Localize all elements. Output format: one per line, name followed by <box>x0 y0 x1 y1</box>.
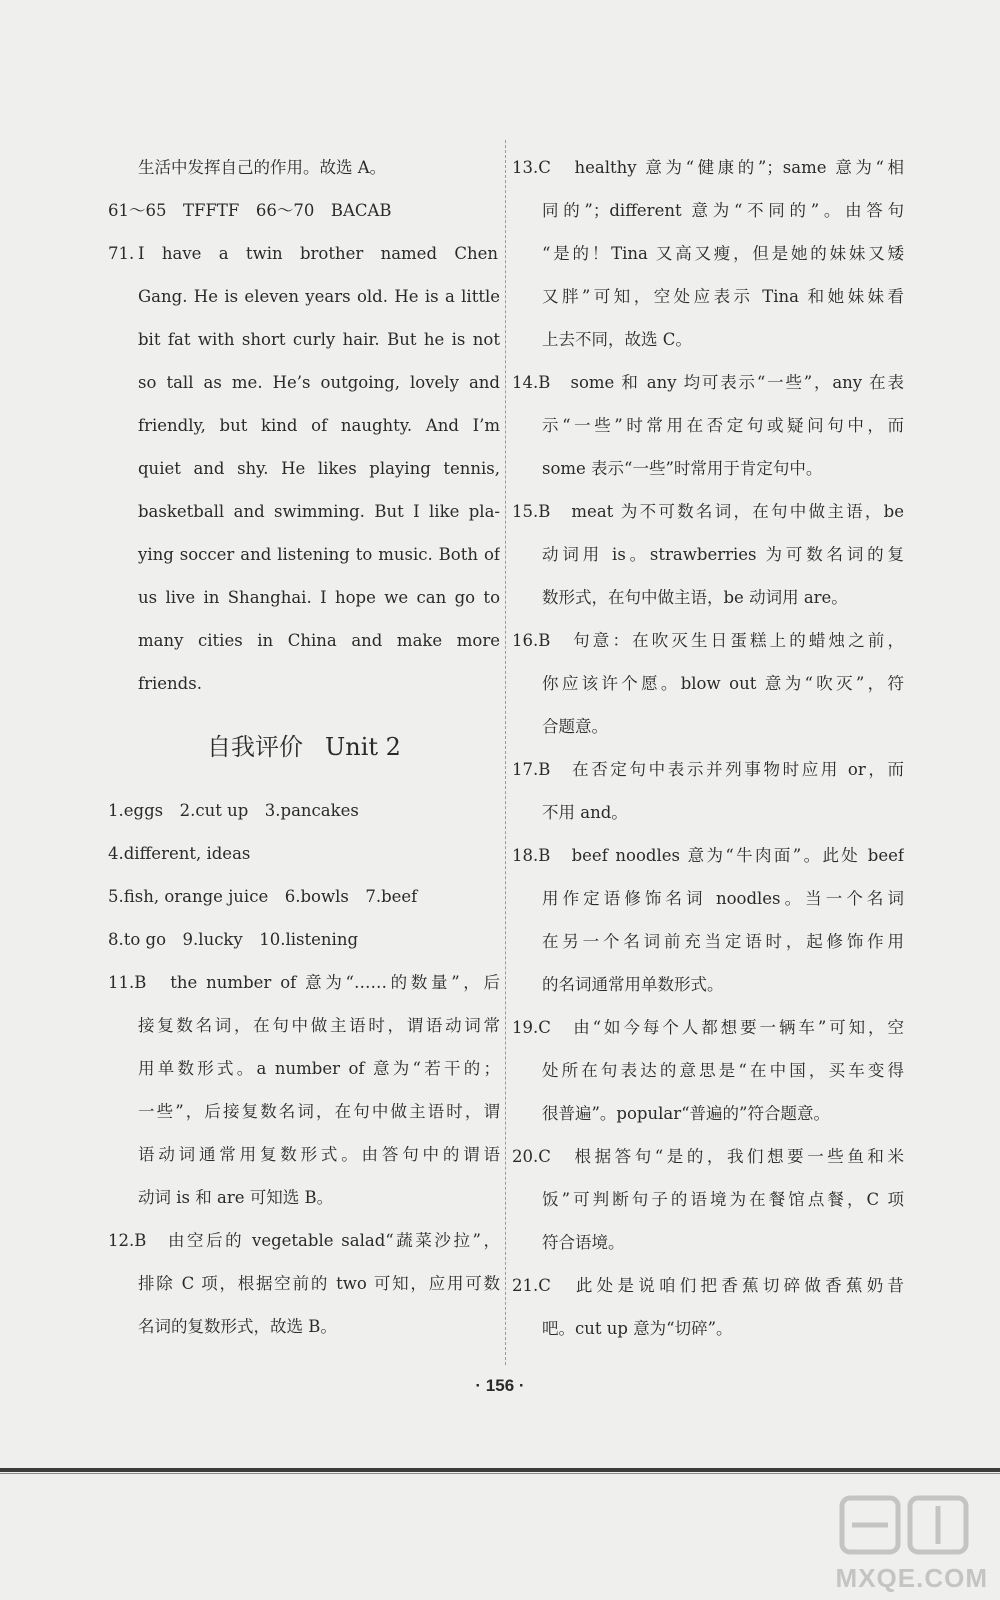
text-line: basketball and swimming. But I like pla- <box>138 502 500 521</box>
text-line: 16.B 句意：在吹灭生日蛋糕上的蜡烛之前， <box>512 631 904 650</box>
section-heading-cn: 自我评价 <box>207 733 304 761</box>
footer-rule <box>0 1468 1000 1472</box>
section-heading-en: Unit 2 <box>325 733 401 761</box>
text-line: 20.C 根据答句“是的，我们想要一些鱼和米 <box>512 1147 904 1166</box>
text-line: 4.different, ideas <box>108 844 251 863</box>
section-heading <box>108 705 500 789</box>
text-line: 17.B 在否定句中表示并列事物时应用 or，而 <box>512 760 904 779</box>
text-line: 19.C 由“如今每个人都想要一辆车”可知，空 <box>512 1018 904 1037</box>
text-line: 11.B the number of 意为“……的数量”，后 <box>108 973 500 992</box>
text-line: 上去不同，故选 C。 <box>542 330 692 349</box>
text-line: so tall as me. He’s outgoing, lovely and <box>138 373 500 392</box>
text-line: 示“一些”时常用在否定句或疑问句中，而 <box>542 416 904 435</box>
right-column <box>512 146 904 1350</box>
footer-rule-thin <box>0 1473 1000 1474</box>
text-line: 1.eggs 2.cut up 3.pancakes <box>108 801 359 820</box>
text-line: 13.C healthy 意为“健康的”；same 意为“相 <box>512 158 904 177</box>
text-line: 数形式，在句中做主语，be 动词用 are。 <box>542 588 848 607</box>
text-line: “是的！Tina 又高又瘦，但是她的妹妹又矮 <box>542 244 904 263</box>
text-line: friendly, but kind of naughty. And I’m <box>138 416 500 435</box>
item-text: I have a twin brother named Chen <box>138 244 498 263</box>
text-line: 符合语境。 <box>542 1233 625 1252</box>
text-line: 动词 is 和 are 可知选 B。 <box>138 1188 334 1207</box>
left-column <box>108 146 500 1348</box>
text-line: 生活中发挥自己的作用。故选 A。 <box>138 158 387 177</box>
text-line: quiet and shy. He likes playing tennis, <box>138 459 500 478</box>
text-line: ying soccer and listening to music. Both of <box>138 545 500 564</box>
text-line: many cities in China and make more <box>138 631 500 650</box>
text-line: 21.C 此处是说咱们把香蕉切碎做香蕉奶昔 <box>512 1276 904 1295</box>
text-line: 语动词通常用复数形式。由答句中的谓语 <box>138 1145 500 1164</box>
text-line: 用作定语修饰名词 noodles。当一个名词 <box>542 889 904 908</box>
text-line: 在另一个名词前充当定语时，起修饰作用 <box>542 932 904 951</box>
text-line: bit fat with short curly hair. But he is not <box>138 330 500 349</box>
text-line: Gang. He is eleven years old. He is a little <box>138 287 500 306</box>
text-line: 的名词通常用单数形式。 <box>542 975 724 994</box>
watermark <box>828 1484 988 1594</box>
text-line: 同的”；different 意为“不同的”。由答句 <box>542 201 904 220</box>
text-line: 处所在句表达的意思是“在中国，买车变得 <box>542 1061 904 1080</box>
page-number: · 156 · <box>475 1376 525 1395</box>
text-line: 8.to go 9.lucky 10.listening <box>108 930 359 949</box>
text-line: some 表示“一些”时常用于肯定句中。 <box>542 459 823 478</box>
text-line: 你应该许个愿。blow out 意为“吹灭”，符 <box>542 674 904 693</box>
text-line: 吧。cut up 意为“切碎”。 <box>542 1319 733 1338</box>
text-line: 接复数名词，在句中做主语时，谓语动词常 <box>138 1016 500 1035</box>
text-line: 一些”，后接复数名词，在句中做主语时，谓 <box>138 1102 500 1121</box>
watermark-logo-icon <box>838 1490 978 1560</box>
watermark-text: MXQE.COM <box>835 1563 988 1593</box>
text-line: 14.B some 和 any 均可表示“一些”，any 在表 <box>512 373 904 392</box>
text-line: 名词的复数形式，故选 B。 <box>138 1317 337 1336</box>
text-line: 15.B meat 为不可数名词，在句中做主语，be <box>512 502 904 521</box>
text-line: 饭”可判断句子的语境为在餐馆点餐，C 项 <box>542 1190 904 1209</box>
item-number: 71. <box>108 244 135 263</box>
text-line: 很普遍”。popular“普遍的”符合题意。 <box>542 1104 830 1123</box>
text-line: 用单数形式。a number of 意为“若干的； <box>138 1059 500 1078</box>
column-divider <box>505 140 506 1365</box>
text-line: 61～65 TFFTF 66～70 BACAB <box>108 201 392 220</box>
text-line: us live in Shanghai. I hope we can go to <box>138 588 500 607</box>
text-line: 18.B beef noodles 意为“牛肉面”。此处 beef <box>512 846 904 865</box>
text-line: friends. <box>138 674 202 693</box>
text-line: 排除 C 项，根据空前的 two 可知，应用可数 <box>138 1274 500 1293</box>
text-line: 12.B 由空后的 vegetable salad“蔬菜沙拉”， <box>108 1231 500 1250</box>
text-line: 不用 and。 <box>542 803 628 822</box>
text-line: 动词用 is。strawberries 为可数名词的复 <box>542 545 904 564</box>
text-line: 又胖”可知，空处应表示 Tina 和她妹妹看 <box>542 287 904 306</box>
text-line: 合题意。 <box>542 717 608 736</box>
text-line: 5.fish, orange juice 6.bowls 7.beef <box>108 887 418 906</box>
text-line <box>108 232 500 275</box>
